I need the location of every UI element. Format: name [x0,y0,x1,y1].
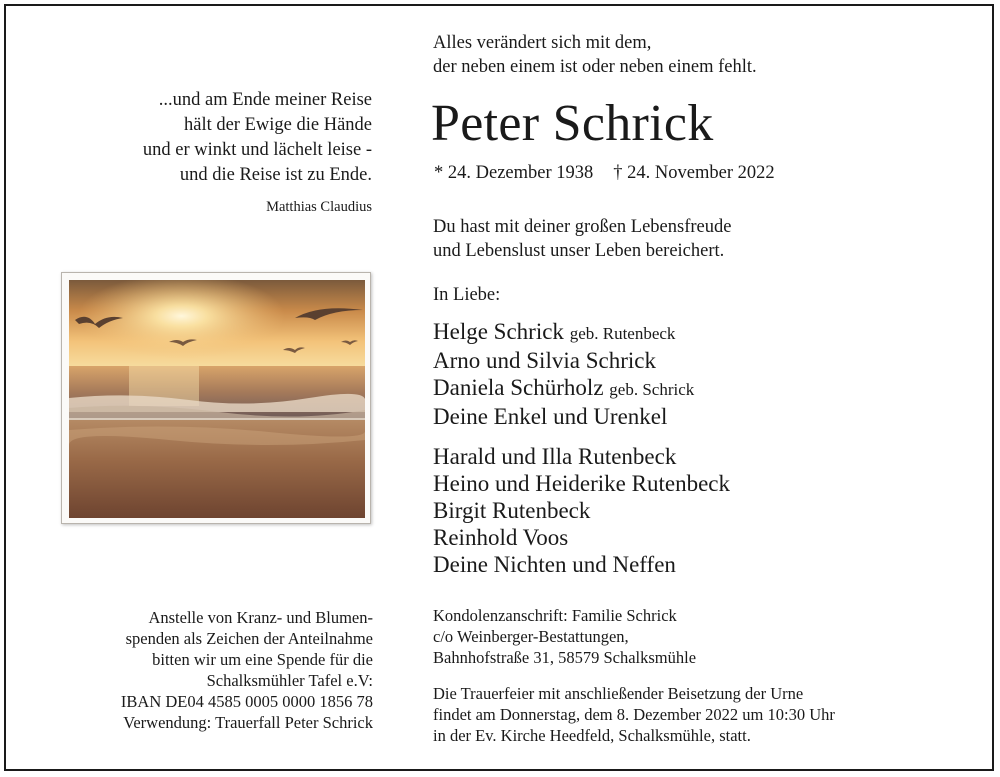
birth-date: * 24. Dezember 1938 [434,163,594,183]
death-date: † 24. November 2022 [613,163,775,183]
family-member-name: Arno und Silvia Schrick [433,348,656,373]
family-member [433,403,694,430]
poem-quote [60,88,372,188]
intro-verse [433,31,757,79]
service-line: Die Trauerfeier mit anschließender Beisetzung der Urne [433,684,804,703]
family-member-name: Daniela Schürholz [433,375,604,400]
family-member [433,374,694,403]
donation-line: Schalksmühler Tafel e.V: [206,671,373,690]
tribute-line: Du hast mit deiner großen Lebensfreude [433,217,732,237]
maiden-name-note: geb. Rutenbeck [569,324,676,343]
quote-line: und die Reise ist zu Ende. [179,165,372,185]
quote-line: ...und am Ende meiner Reise [158,90,372,110]
address-line: Kondolenzanschrift: Familie Schrick [433,606,677,625]
family-group-extended [433,443,730,578]
donation-line: Verwendung: Trauerfall Peter Schrick [123,713,373,732]
funeral-service-info [433,683,835,746]
family-member-name: Helge Schrick [433,319,564,344]
family-member [433,347,694,374]
memorial-photo [61,272,371,524]
intro-line: Alles verändert sich mit dem, [433,33,652,53]
condolence-address [433,605,696,668]
sunset-beach-image [69,280,365,518]
service-line: findet am Donnerstag, dem 8. Dezember 2022 um 10:30 Uhr [433,705,835,724]
address-line: c/o Weinberger-Bestattungen, [433,627,629,646]
family-member [433,318,694,347]
donation-line: Anstelle von Kranz- und Blumen- [148,608,373,627]
life-dates [434,161,775,185]
donation-line: bitten wir um eine Spende für die [152,650,373,669]
family-member-name: Birgit Rutenbeck [433,498,591,523]
tribute-line: und Lebenslust unser Leben bereichert. [433,241,725,261]
family-member-name: Reinhold Voos [433,525,569,550]
family-member-name: Deine Nichten und Neffen [433,552,676,577]
in-love-label: In Liebe: [433,285,501,305]
family-member-name: Heino und Heiderike Rutenbeck [433,471,730,496]
family-member-name: Deine Enkel und Urenkel [433,404,668,429]
family-group-close [433,318,694,430]
service-line: in der Ev. Kirche Heedfeld, Schalksmühle, statt. [433,726,751,745]
maiden-name-note: geb. Schrick [609,380,695,399]
family-member-name: Harald und Illa Rutenbeck [433,444,677,469]
intro-line: der neben einem ist oder neben einem fehlt. [433,57,757,77]
quote-line: hält der Ewige die Hände [183,115,372,135]
donation-line: spenden als Zeichen der Anteilnahme [125,629,373,648]
donation-iban: IBAN DE04 4585 0005 0000 1856 78 [120,692,373,711]
donation-note [40,607,373,733]
quote-author: Matthias Claudius [266,199,372,215]
tribute-text [433,215,731,263]
deceased-name: Peter Schrick [431,95,714,152]
quote-line: und er winkt und lächelt leise - [142,140,372,160]
address-line: Bahnhofstraße 31, 58579 Schalksmühle [433,648,697,667]
